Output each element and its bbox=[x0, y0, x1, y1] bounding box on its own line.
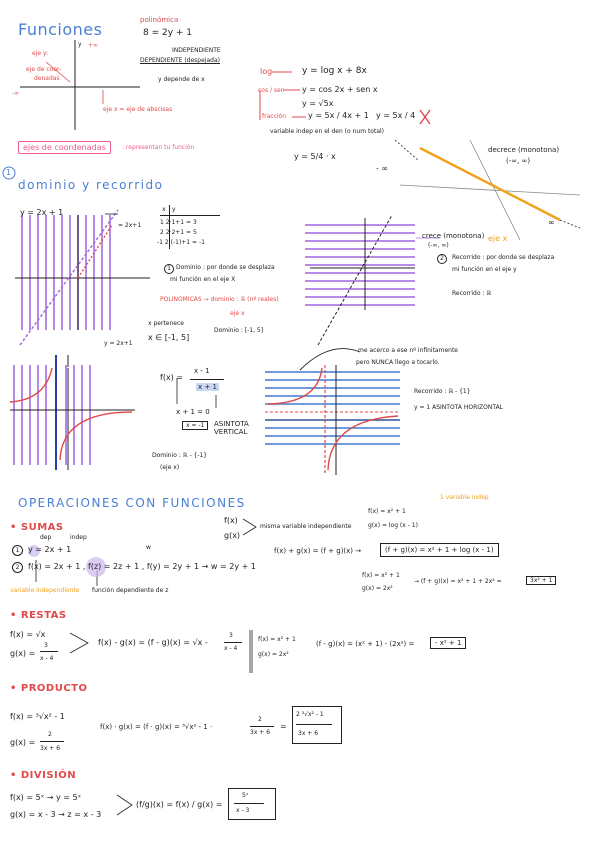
asintota-vertical: ASINTOTA VERTICAL bbox=[214, 420, 249, 436]
resta-eq2-result: - x² + 1 bbox=[430, 637, 466, 649]
y-depende-note: y depende de x bbox=[158, 76, 205, 83]
section-number-1: 1 bbox=[6, 168, 12, 177]
eje-y-desc-1: eje de coor- bbox=[26, 66, 62, 73]
dominio-number: 1 bbox=[164, 264, 174, 274]
cos-equation: y = cos 2x + sen x bbox=[302, 85, 378, 94]
indep-label: indep bbox=[70, 534, 87, 541]
table-row-1: 1 2·1+1 = 3 bbox=[160, 219, 197, 226]
minus-inf-label: -∞ bbox=[12, 90, 20, 97]
prod-g-def: g(x) = bbox=[10, 738, 36, 747]
dep-label: dep bbox=[40, 534, 52, 541]
resta-eq-bar bbox=[224, 642, 242, 643]
polinomica-formula: 8 = 2y + 1 bbox=[143, 28, 193, 38]
eje-y-label: eje y: bbox=[32, 50, 49, 57]
asintota-horizontal: y = 1 ASINTOTA HORIZONTAL bbox=[414, 404, 504, 411]
prod-eq-bar bbox=[250, 726, 274, 727]
asymptote-num: x - 1 bbox=[194, 367, 210, 375]
decrece-title: decrece (monotona) bbox=[488, 146, 560, 154]
root-equation: y = √5x bbox=[302, 99, 334, 108]
cos-label: cos / sen bbox=[258, 87, 285, 94]
crece-range: (-∞, ∞) bbox=[428, 242, 449, 249]
prod-eq: f(x) · g(x) = (f · g)(x) = ³√x² - 1 · bbox=[100, 723, 213, 731]
misma-variable: misma variable independiente bbox=[260, 523, 352, 530]
sum-eq-1: y = 2x + 1 bbox=[28, 545, 72, 554]
eje-x-label: eje x = eje de abscisas bbox=[103, 106, 173, 113]
asymptote-x-val: x = -1 bbox=[182, 421, 208, 430]
div-g-def: g(x) = x - 3 → z = x - 3 bbox=[10, 810, 102, 819]
sum-g-def: g(x) = log (x - 1) bbox=[368, 522, 418, 529]
me-acerco-1: me acerco a ese nº infinitamente bbox=[358, 347, 458, 354]
sumas-title: • SUMAS bbox=[10, 522, 64, 533]
table-header-y: y bbox=[172, 206, 176, 213]
sum-f-def: f(x) = x² + 1 bbox=[368, 508, 406, 515]
x-in-interval: x ∈ [-1, 5] bbox=[148, 333, 190, 342]
sum-num-2: 2 bbox=[12, 562, 23, 573]
prod-f-def: f(x) = ³√x² - 1 bbox=[10, 712, 65, 721]
crece-eje-x: eje x bbox=[488, 234, 508, 243]
resta-f2: f(x) = x² + 1 bbox=[258, 636, 296, 643]
polinomica-label: polinómica bbox=[140, 16, 179, 24]
sum-f-def-2: f(x) = x² + 1 bbox=[362, 572, 400, 579]
asymptote-eje-x: (eje x) bbox=[160, 464, 180, 471]
asymptote-dominio: Dominio : ℝ - {-1} bbox=[152, 452, 208, 459]
domain-stripes bbox=[22, 215, 110, 330]
asymptote-fx: f(x) = bbox=[160, 373, 184, 382]
div-result-box bbox=[228, 788, 276, 820]
one-var-indep: 1 variable indep bbox=[440, 494, 489, 501]
division-title: • DIVISIÓN bbox=[10, 770, 77, 781]
x-pertenece: x pertenece bbox=[148, 320, 184, 327]
resta-g-def: g(x) = bbox=[10, 649, 36, 658]
polinomicas-note: POLINOMICAS → dominio : ℝ (nº reales) bbox=[160, 296, 279, 303]
decrece-range: (-∞, ∞) bbox=[506, 157, 531, 165]
domain-axes bbox=[15, 215, 150, 330]
dominio-result: Dominio : [-1, 5] bbox=[214, 327, 264, 334]
minus-inf-type: - ∞ bbox=[376, 164, 389, 173]
recorrido-text-1: Recorrido : por donde se desplaza bbox=[452, 254, 555, 261]
sum-result-box: (f + g)(x) = x² + 1 + log (x - 1) bbox=[380, 543, 499, 557]
table-row-2: 2 2·2+1 = 5 bbox=[160, 229, 197, 236]
prod-res-num: 2 ³√x² - 1 bbox=[296, 711, 324, 718]
resta-eq2: (f - g)(x) = (x² + 1) - (2x²) = bbox=[316, 640, 415, 648]
var-indep-note: variable indep en el den (o num total) bbox=[270, 128, 385, 135]
sum2-result: 3x² + 1 bbox=[526, 576, 556, 585]
div-res-bar bbox=[234, 803, 264, 804]
crece-title: crece (monotona) bbox=[422, 232, 485, 240]
resta-g-den: x - 4 bbox=[40, 655, 54, 662]
sum-line: f(x) + g(x) = (f + g)(x) → bbox=[274, 547, 362, 555]
resta-g2: g(x) = 2x² bbox=[258, 651, 289, 658]
asymptote-right-stripes bbox=[265, 372, 400, 444]
func-dep-label: función dependiente de z bbox=[92, 587, 169, 594]
decrece-plus-inf: ∞ bbox=[548, 218, 555, 227]
table-row-3: -1 2·(-1)+1 = -1 bbox=[157, 239, 205, 246]
resta-eq-den: x - 4 bbox=[224, 645, 238, 652]
producto-title: • PRODUCTO bbox=[10, 683, 88, 694]
resta-f-def: f(x) = √x bbox=[10, 630, 46, 639]
sum-eq-2a: f(x) = 2x + 1 , bbox=[28, 562, 86, 571]
var-indep-label: variable independiente bbox=[10, 587, 80, 594]
log-label: log bbox=[260, 67, 273, 76]
sum-g-def-2: g(x) = 2x² bbox=[362, 585, 393, 592]
restas-title: • RESTAS bbox=[10, 610, 67, 621]
domain-y-eq: y = 2x+1 bbox=[104, 340, 133, 347]
asymptote-recorrido: Recorrido : ℝ - {1} bbox=[414, 388, 471, 395]
prod-g-num: 2 bbox=[48, 731, 52, 738]
crece-stripes bbox=[305, 225, 415, 305]
recorrido-text-2: mi función en el eje y bbox=[452, 266, 517, 273]
dominio-title: dominio y recorrido bbox=[18, 178, 164, 192]
asymptote-left-stripes bbox=[14, 365, 90, 465]
dependiente-label: DEPENDIENTE (despejada) bbox=[140, 57, 220, 64]
recorrido-number: 2 bbox=[437, 254, 447, 264]
representan-note: : representan tu función bbox=[122, 144, 195, 151]
y-axis-label: y bbox=[78, 41, 82, 48]
prod-g-den: 3x + 6 bbox=[40, 745, 61, 752]
asymptote-fraction-bar bbox=[190, 379, 224, 380]
sum-gx: g(x) bbox=[224, 531, 241, 540]
eje-x-note: eje x bbox=[230, 310, 245, 317]
prod-eq-den: 3x + 6 bbox=[250, 729, 271, 736]
fraction-equation: y = 5x / 4x + 1 bbox=[308, 111, 369, 120]
plus-inf-label: +∞ bbox=[88, 42, 99, 49]
sum-eq-2b: f(z) = 2z + 1 , f(y) = 2y + 1 → w = 2y + 1 bbox=[88, 562, 256, 571]
sum2-line: → (f + g)(x) = x² + 1 + 2x² = bbox=[414, 578, 502, 585]
fraccion-label: fracción bbox=[262, 113, 286, 120]
dominio-text-2: mi función en el eje X bbox=[170, 276, 236, 283]
prod-equals: = bbox=[280, 722, 287, 731]
prod-g-bar bbox=[40, 741, 64, 742]
div-f-def: f(x) = 5ˣ → y = 5ˣ bbox=[10, 793, 82, 802]
sum-num-1: 1 bbox=[12, 545, 23, 556]
eje-y-desc-2: denadas bbox=[34, 75, 60, 82]
div-res-den: x - 3 bbox=[236, 807, 250, 814]
w-label: w bbox=[146, 544, 151, 551]
resta-eq-num: 3 bbox=[229, 632, 233, 639]
resta-g-num: 3 bbox=[44, 642, 48, 649]
domain-eq-small: = 2x+1 bbox=[118, 222, 142, 229]
asymptote-x-eq: x + 1 = 0 bbox=[176, 408, 210, 416]
div-eq: (f/g)(x) = f(x) / g(x) = bbox=[136, 800, 223, 809]
dominio-text-1: Dominio : por donde se desplaza bbox=[176, 264, 275, 271]
ejes-coordenadas-box: ejes de coordenadas bbox=[18, 141, 111, 154]
y-five-fourths: y = 5/4 · x bbox=[294, 152, 336, 161]
page-title: Funciones bbox=[18, 20, 103, 39]
asymptote-den: x + 1 bbox=[198, 383, 217, 391]
fraction-equation-2: y = 5x / 4 bbox=[376, 111, 416, 120]
prod-res-den: 3x + 6 bbox=[298, 730, 319, 737]
resta-g-bar bbox=[40, 651, 58, 652]
div-res-num: 5ˣ bbox=[242, 792, 249, 799]
domain-eq: y = 2x + 1 bbox=[20, 208, 64, 217]
prod-eq-num: 2 bbox=[258, 716, 262, 723]
me-acerco-2: pero NUNCA llego a tocarlo. bbox=[356, 359, 440, 366]
prod-res-bar bbox=[296, 724, 332, 725]
operaciones-title: OPERACIONES CON FUNCIONES bbox=[18, 496, 246, 510]
sum-fx: f(x) bbox=[224, 516, 238, 525]
log-equation: y = log x + 8x bbox=[302, 66, 367, 76]
independiente-label: INDEPENDIENTE bbox=[172, 47, 221, 54]
recorrido-result: Recorrido : ℝ bbox=[452, 290, 492, 297]
table-header-x: x bbox=[162, 206, 166, 213]
resta-eq: f(x) - g(x) = (f - g)(x) = √x - bbox=[98, 638, 208, 647]
